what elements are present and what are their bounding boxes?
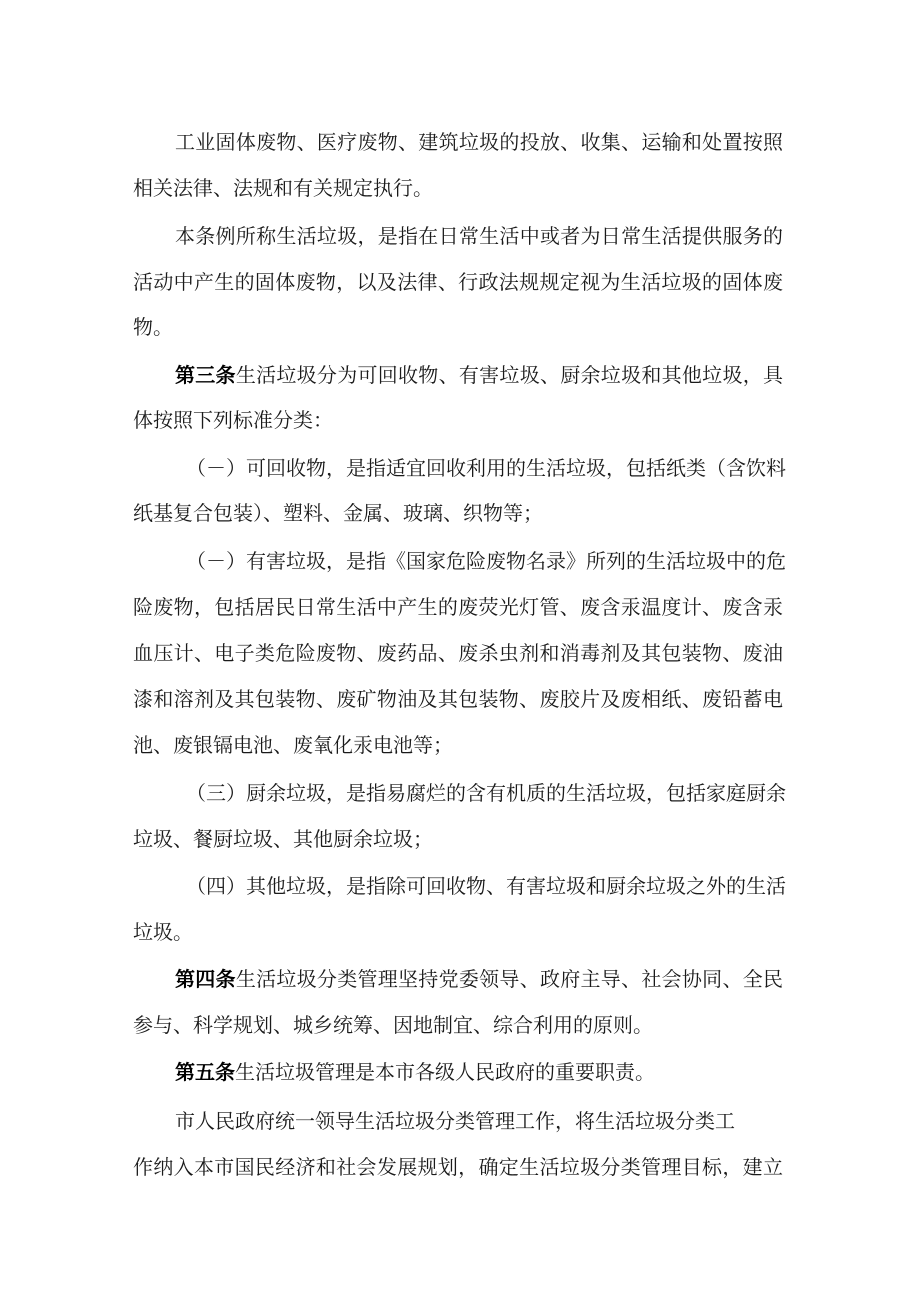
article-heading: 第四条 <box>175 967 236 991</box>
paragraph-line: 垃圾。 <box>133 920 193 944</box>
paragraph-line: 相关法律、法规和有关规定执行。 <box>133 176 433 200</box>
paragraph-line: （四）其他垃圾，是指除可回收物、有害垃圾和厨余垃圾之外的生活 <box>186 874 786 898</box>
article-heading: 第三条 <box>175 363 236 387</box>
paragraph-line: 纸基复合包装）、塑料、金属、玻璃、织物等； <box>133 501 543 525</box>
paragraph-line: （－）可回收物，是指适宜回收利用的生活垃圾，包括纸类（含饮料 <box>186 456 786 480</box>
paragraph-line: （－）有害垃圾，是指《国家危险废物名录》所列的生活垃圾中的危 <box>186 549 786 573</box>
paragraph-line: 血压计、电子类危险废物、废药品、废杀虫剂和消毒剂及其包装物、废油 <box>133 641 783 665</box>
paragraph-line: 活动中产生的固体废物，以及法律、行政法规规定视为生活垃圾的固体废 <box>133 270 783 294</box>
paragraph-line: 漆和溶剂及其包装物、废矿物油及其包装物、废胶片及废相纸、废铅蓄电 <box>133 687 783 711</box>
paragraph-line: 垃圾、餐厨垃圾、其他厨余垃圾； <box>133 827 433 851</box>
article-line <box>175 1058 783 1086</box>
paragraph-line: 参与、科学规划、城乡统筹、因地制宜、综合利用的原则。 <box>133 1013 653 1037</box>
paragraph-line: 工业固体废物、医疗废物、建筑垃圾的投放、收集、运输和处置按照 <box>175 130 783 154</box>
article-heading: 第五条 <box>175 1060 235 1084</box>
paragraph-line: 市人民政府统一领导生活垃圾分类管理工作，将生活垃圾分类工 <box>175 1109 735 1133</box>
paragraph-line: 物。 <box>133 315 173 339</box>
paragraph-line: 池、废银镉电池、废氧化汞电池等； <box>133 733 453 757</box>
article-line <box>175 965 783 993</box>
paragraph-line: （三）厨余垃圾，是指易腐烂的含有机质的生活垃圾，包括家庭厨余 <box>186 781 786 805</box>
paragraph-line: 作纳入本市国民经济和社会发展规划，确定生活垃圾分类管理目标，建立 <box>133 1155 783 1179</box>
paragraph-line: 体按照下列标准分类： <box>133 408 333 432</box>
article-text: 生活垃圾分类管理坚持党委领导、政府主导、社会协同、全民 <box>235 967 784 991</box>
paragraph-line: 险废物，包括居民日常生活中产生的废荧光灯管、废含汞温度计、废含汞 <box>133 595 783 619</box>
paragraph-line: 本条例所称生活垃圾，是指在日常生活中或者为日常生活提供服务的 <box>175 224 783 248</box>
article-line <box>175 361 783 389</box>
article-text: 生活垃圾分为可回收物、有害垃圾、厨余垃圾和其他垃圾，具 <box>235 363 784 387</box>
article-text: 生活垃圾管理是本市各级人民政府的重要职责。 <box>235 1060 655 1084</box>
